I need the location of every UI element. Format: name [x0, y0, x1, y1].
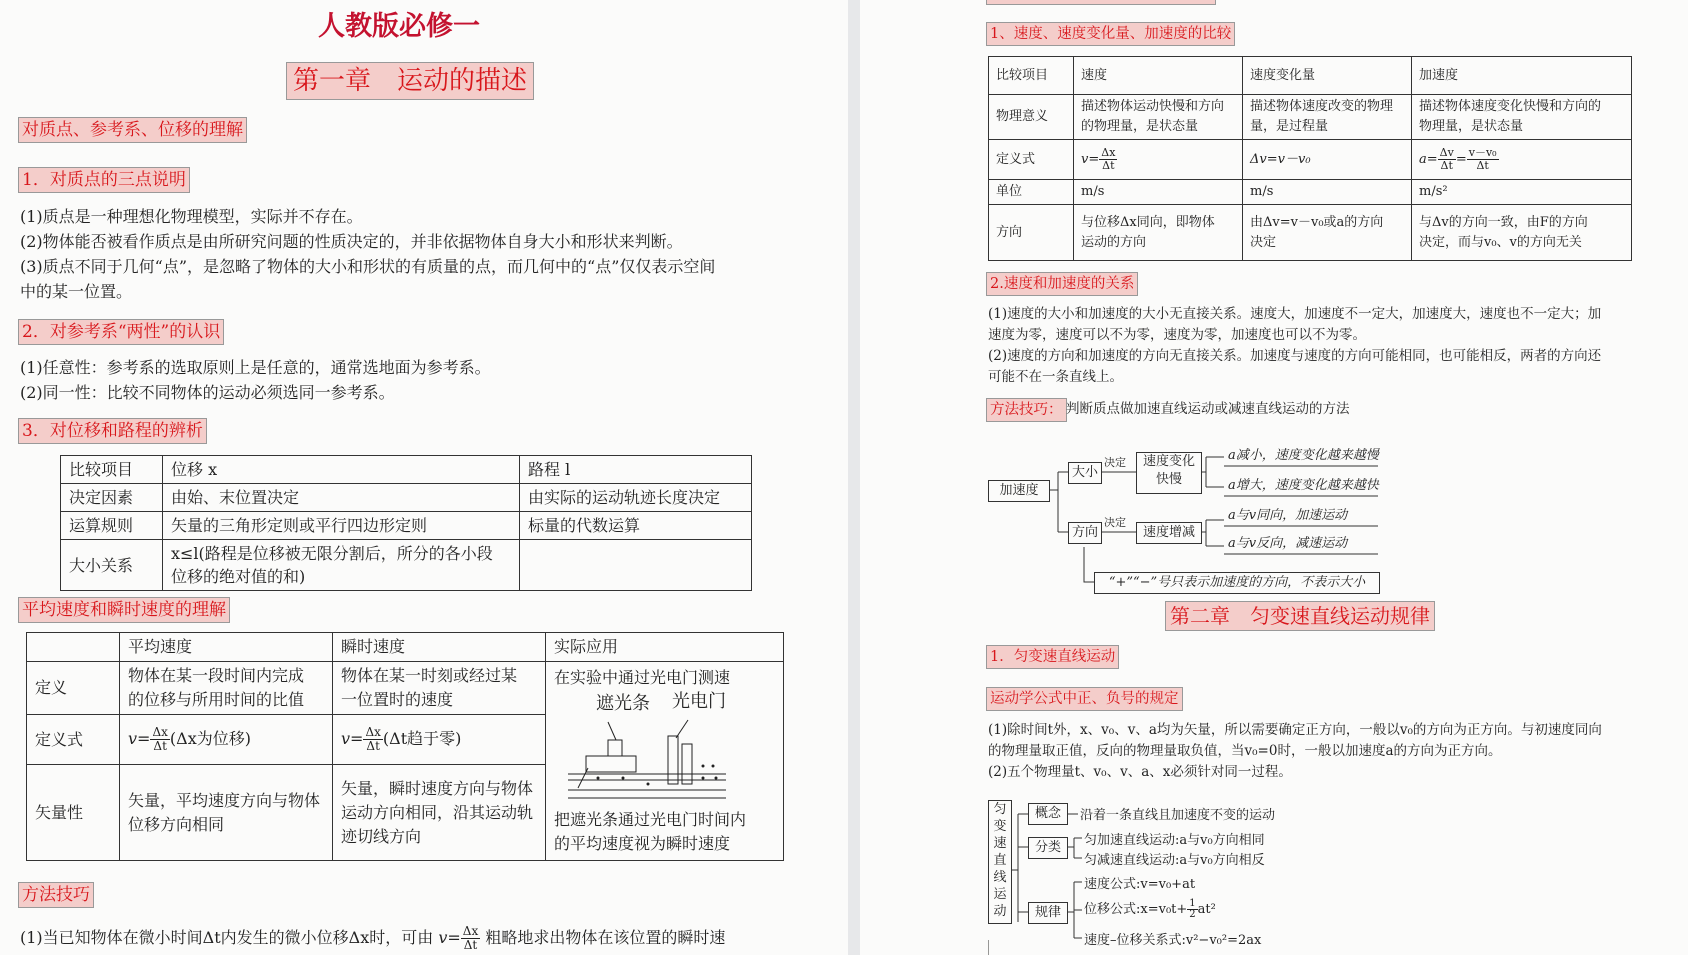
table-cell: 瞬时速度 [333, 633, 546, 662]
tree-leaf: 匀减速直线运动:a与v₀方向相反 [1084, 853, 1265, 868]
table-cell: 运算规则 [61, 512, 163, 540]
fraction [363, 726, 382, 753]
table-cell [163, 540, 520, 591]
cell-line: 的位移与所用时间的比值 [128, 690, 305, 709]
formula-lhs: v= [128, 729, 151, 748]
cell-line: 物体在某一段时间内完成 [128, 666, 305, 685]
table-row [989, 95, 1632, 140]
table-cell: 矢量性 [27, 765, 120, 861]
section-heading-uniform: 1．匀变速直线运动 [986, 645, 1119, 669]
box-line: 快慢 [1155, 472, 1182, 487]
formula-note: (Δt趋于零) [382, 729, 462, 748]
numerator: Δx [365, 725, 381, 739]
mindmap-root: 加速度 [988, 480, 1050, 502]
paragraph-line: 中的某一位置。 [20, 282, 133, 301]
cell-line: 描述物体速度变化快慢和方向的 [1419, 99, 1602, 114]
paragraph-line: 的物理量取正值，反向的物理量取负值，当v₀=0时，一般以加速度a的方向为正方向。 [988, 743, 1502, 759]
table-cell: 定义式 [27, 715, 120, 765]
mindmap-decide-label: 决定 [1104, 516, 1126, 529]
denominator: Δt [1102, 159, 1115, 172]
chapter2-heading: 第二章 匀变速直线运动规律 [1165, 601, 1435, 631]
paragraph-line: (2)物体能否被看作质点是由所研究问题的性质决定的，并非依据物体自身大小和形状来判断。 [20, 232, 683, 251]
numerator: 1 [1189, 898, 1196, 909]
table-row [61, 512, 752, 540]
cell-line: 位移的绝对值的和) [171, 567, 306, 586]
numerator: v－v₀ [1468, 146, 1497, 159]
mindmap-size: 大小 [1068, 462, 1102, 484]
denominator: Δt [1476, 159, 1489, 172]
table-row [61, 540, 752, 591]
table-row [989, 205, 1632, 261]
table-cell: 比较项目 [61, 456, 163, 484]
table-row [61, 456, 752, 484]
page-gap [848, 0, 860, 955]
table-row [989, 57, 1632, 95]
table-cell [27, 633, 120, 662]
application-top-text: 在实验中通过光电门测速 [554, 668, 731, 687]
table-cell [333, 765, 546, 861]
root-char: 线 [993, 870, 1007, 885]
cell-line: 迹切线方向 [341, 826, 422, 846]
mindmap-speed-inc: 速度增减 [1136, 522, 1202, 544]
tree-leaf: 沿着一条直线且加速度不变的运动 [1080, 808, 1276, 823]
tree-leaf [1084, 898, 1216, 920]
table-cell: 物理意义 [989, 95, 1074, 140]
table-cell: Δv=v－v₀ [1243, 140, 1412, 180]
table-cell: 比较项目 [989, 57, 1074, 95]
table-row [27, 633, 784, 662]
table-cell [1412, 140, 1632, 180]
paragraph-line: (1)除时间t外，x、v₀、v、a均为矢量，所以需要确定正方向，一般以v₀的方向为正方向。与初速度同向 [988, 722, 1602, 738]
section-heading-understanding: 对质点、参考系、位移的理解 [18, 117, 247, 143]
table-cell [120, 715, 333, 765]
formula-note: (Δx为位移) [169, 729, 251, 748]
fraction [1099, 147, 1117, 172]
acceleration-mindmap [988, 432, 1388, 592]
table-cell [1074, 205, 1243, 261]
table-cell: 路程 l [520, 456, 752, 484]
box-line: 速度变化 [1142, 454, 1195, 469]
tree-law: 规律 [1028, 902, 1068, 924]
paragraph-line: (2)同一性：比较不同物体的运动必须选同一参考系。 [20, 383, 395, 402]
numerator: Δx [152, 725, 168, 739]
formula-part: at² [1197, 902, 1216, 917]
velocity-comparison-table [26, 632, 784, 861]
table-cell [1243, 95, 1412, 140]
section-heading-signs: 运动学公式中正、负号的规定 [986, 687, 1183, 711]
text-segment: 粗略地求出物体在该位置的瞬时速 [485, 928, 726, 947]
mindmap-decide-label: 决定 [1104, 456, 1126, 469]
section-heading-reference: 2．对参考系“两性”的认识 [18, 319, 224, 345]
mindmap-direction: 方向 [1068, 522, 1102, 544]
numerator: Δx [462, 924, 479, 938]
tree-root [988, 800, 1012, 924]
paragraph-line: (1)速度的大小和加速度的大小无直接关系。速度大，加速度不一定大，加速度大，速度也不一定大；加 [988, 306, 1602, 322]
denominator: Δt [366, 739, 380, 753]
cell-line: 运动方向相同，沿其运动轨 [341, 802, 534, 822]
paragraph-line: 可能不在一条直线上。 [988, 369, 1123, 385]
mindmap-leaf: a与v同向，加速运动 [1228, 508, 1348, 523]
root-char: 速 [993, 836, 1007, 851]
numerator: Δv [1439, 146, 1454, 159]
mindmap-sign-note: “+”“−”号只表示加速度的方向，不表示大小 [1094, 572, 1380, 594]
table-row [27, 662, 784, 715]
fraction [150, 726, 169, 753]
table-cell: 矢量的三角形定则或平行四边形定则 [163, 512, 520, 540]
denominator: Δt [1440, 159, 1453, 172]
root-char: 匀 [993, 802, 1007, 817]
table-cell: 速度变化量 [1243, 57, 1412, 95]
paragraph-line: (2)速度的方向和加速度的方向无直接关系。加速度与速度的方向可能相同，也可能相反，两者的方向还 [988, 348, 1602, 364]
root-char: 变 [993, 819, 1007, 834]
tree-leaf: 速度–位移关系式:v²−v₀²=2ax [1084, 933, 1262, 948]
method-text: 判断质点做加速直线运动或减速直线运动的方法 [1066, 401, 1350, 417]
chapter1-heading: 第一章 运动的描述 [286, 62, 534, 100]
root-char: 运 [993, 887, 1007, 902]
diagram-label: 光电门 [672, 691, 726, 712]
photogate-drawing [558, 718, 728, 808]
cell-line: 描述物体速度改变的物理 [1250, 99, 1394, 114]
text-segment: (1)当已知物体在微小时间Δt内发生的微小位移Δx时，可由 [20, 928, 434, 947]
cell-line: 决定，而与v₀、v的方向无关 [1419, 234, 1582, 250]
cell-line: 物理量，是状态量 [1419, 119, 1524, 134]
table-cell [333, 662, 546, 715]
cell-line: 由Δv=v－v₀或a的方向 [1250, 214, 1384, 230]
cell-line: x≤l(路程是位移被无限分割后，所分的各小段 [171, 544, 493, 563]
cell-line: 决定 [1250, 234, 1277, 250]
table-cell: 定义式 [989, 140, 1074, 180]
book-title: 人教版必修一 [318, 11, 480, 42]
cell-line: 物体在某一时刻或经过某 [341, 666, 518, 685]
table-cell: 大小关系 [61, 540, 163, 591]
numerator: Δx [1101, 146, 1116, 159]
table-cell [1412, 95, 1632, 140]
cell-line: 与Δv的方向一致，由F的方向 [1419, 214, 1588, 230]
table-cell: m/s [1074, 180, 1243, 205]
cell-line: 把遮光条通过光电门时间内 [554, 810, 747, 829]
root-char: 动 [993, 904, 1007, 919]
section-heading-relation: 2.速度和加速度的关系 [986, 272, 1138, 296]
table-cell [333, 715, 546, 765]
table-cell: 标量的代数运算 [520, 512, 752, 540]
tree-leaf: 匀加速直线运动:a与v₀方向相同 [1084, 833, 1265, 848]
section-heading-displacement: 3．对位移和路程的辨析 [18, 418, 207, 444]
formula-part: 位移公式:x=v₀t+ [1084, 902, 1188, 917]
formula-lhs: v= [1081, 152, 1100, 167]
cell-line: 描述物体运动快慢和方向 [1081, 99, 1225, 114]
fraction [1187, 899, 1197, 920]
cell-line: 一位置时的速度 [341, 690, 454, 709]
cell-line: 量，是过程量 [1250, 119, 1329, 134]
velocity-acceleration-table [988, 56, 1632, 261]
table-row [989, 140, 1632, 180]
section-heading-velocity: 平均速度和瞬时速度的理解 [18, 597, 230, 623]
formula-lhs: v= [341, 729, 364, 748]
formula-lhs: v= [438, 928, 461, 947]
table-cell [1074, 95, 1243, 140]
cell-line: 与位移Δx同向，即物体 [1081, 214, 1215, 230]
table-cell [120, 765, 333, 861]
table-cell: 平均速度 [120, 633, 333, 662]
table-cell: 由实际的运动轨迹长度决定 [520, 484, 752, 512]
table-cell [520, 540, 752, 591]
table-cell: 由始、末位置决定 [163, 484, 520, 512]
table-row [989, 180, 1632, 205]
denominator: 2 [1189, 909, 1196, 920]
fraction [461, 925, 480, 952]
denominator: Δt [463, 938, 478, 952]
mindmap-leaf: a减小，速度变化越来越慢 [1228, 448, 1379, 463]
cell-line: 矢量，瞬时速度方向与物体 [341, 778, 534, 798]
tree-leaf: 速度公式:v=v₀+at [1084, 877, 1196, 892]
cell-line: 的平均速度视为瞬时速度 [554, 834, 731, 853]
root-char: 直 [993, 853, 1007, 868]
mindmap-leaf: a与v反向，减速运动 [1228, 536, 1348, 551]
table-cell: 决定因素 [61, 484, 163, 512]
diagram-label: 遮光条 [596, 693, 650, 714]
paragraph-line: 速度为零，速度可以不为零，速度为零，加速度也可以不为零。 [988, 327, 1366, 343]
table-cell: 加速度 [1412, 57, 1632, 95]
mindmap-leaf: a增大，速度变化越来越快 [1228, 478, 1379, 493]
cell-line: 矢量，平均速度方向与物体 [128, 790, 321, 810]
fraction [1467, 147, 1499, 172]
paragraph-line: (1)质点是一种理想化物理模型，实际并不存在。 [20, 207, 363, 226]
tree-concept: 概念 [1028, 803, 1068, 825]
paragraph-line: (1)任意性：参考系的选取原则上是任意的，通常选地面为参考系。 [20, 358, 491, 377]
section-heading-particle: 1．对质点的三点说明 [18, 167, 190, 193]
method-heading: 方法技巧： [986, 398, 1067, 422]
table-cell [1412, 205, 1632, 261]
tree-classification: 分类 [1028, 837, 1068, 859]
application-cell [546, 662, 784, 861]
section-heading-comparison: 1、速度、速度变化量、加速度的比较 [986, 22, 1235, 46]
table-cell: 位移 x [163, 456, 520, 484]
cell-line: 运动的方向 [1081, 234, 1147, 250]
cropped-heading-remnant [986, 0, 1216, 5]
mindmap-speed-change [1136, 452, 1202, 494]
cell-line: 的物理量，是状态量 [1081, 119, 1199, 134]
method-heading: 方法技巧 [18, 882, 94, 908]
denominator: Δt [153, 739, 167, 753]
displacement-path-table [60, 455, 752, 591]
table-cell: 速度 [1074, 57, 1243, 95]
fraction [1438, 147, 1456, 172]
paragraph-line [20, 925, 725, 952]
photogate-diagram [554, 690, 775, 808]
table-cell [120, 662, 333, 715]
paragraph-line: (2)五个物理量t、v₀、v、a、x必须针对同一过程。 [988, 764, 1292, 780]
table-cell [1243, 205, 1412, 261]
table-cell: 定义 [27, 662, 120, 715]
table-cell: 单位 [989, 180, 1074, 205]
motion-tree [988, 800, 1308, 955]
formula-lhs: a= [1419, 152, 1438, 167]
paragraph-line: (3)质点不同于几何“点”，是忽略了物体的大小和形状的有质量的点，而几何中的“点”仅仅表示空间 [20, 257, 716, 276]
table-cell: 实际应用 [546, 633, 784, 662]
table-cell: m/s [1243, 180, 1412, 205]
table-cell [1074, 140, 1243, 180]
table-cell: 方向 [989, 205, 1074, 261]
table-cell: m/s² [1412, 180, 1632, 205]
cell-line: 位移方向相同 [128, 814, 225, 834]
equals-sign: = [1455, 152, 1467, 167]
right-page [860, 0, 1688, 955]
table-row [61, 484, 752, 512]
